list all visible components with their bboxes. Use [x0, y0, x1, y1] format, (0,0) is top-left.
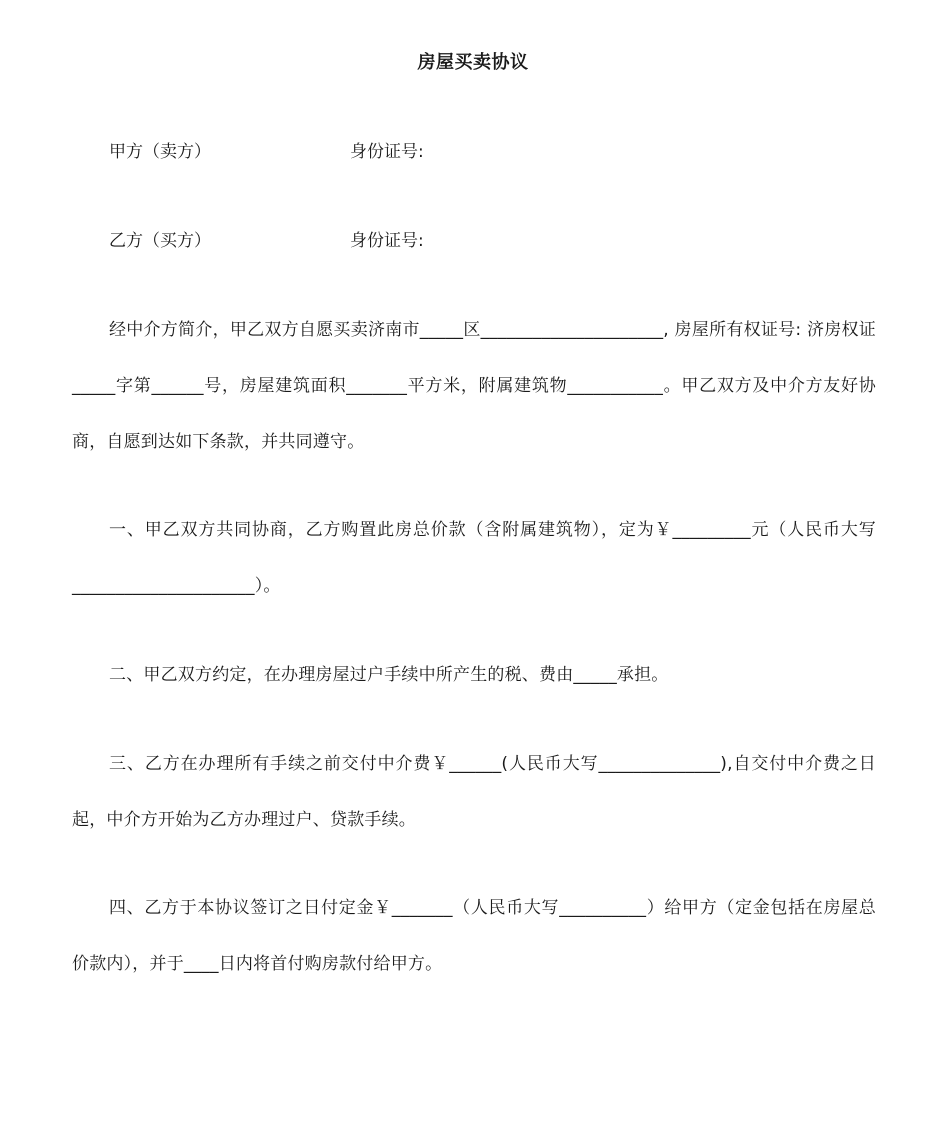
party-b-id-label: 身份证号: — [350, 231, 424, 251]
document-title: 房屋买卖协议 — [417, 52, 529, 73]
paragraph-clause-4: 四、乙方于本协议签订之日付定金￥_______（人民币大写__________）给甲方（定金包括在房屋总价款内），并于____日内将首付购房款付给甲方。 — [72, 898, 876, 974]
paragraph-clause-2: 二、甲乙双方约定，在办理房屋过户手续中所产生的税、费由_____承担。 — [109, 665, 669, 685]
paragraph-intro: 经中介方简介，甲乙双方自愿买卖济南市_____区_____________________, 房屋所有权证号: 济房权证_____字第______号，房屋建筑面积_______平方米，附属建筑物___________。甲乙双方及中介方友好协商，自愿到达如下条款，并共同遵守。 — [72, 320, 876, 452]
paragraph-clause-1: 一、甲乙双方共同协商，乙方购置此房总价款（含附属建筑物），定为￥_________元（人民币大写_____________________）。 — [72, 520, 876, 596]
party-b-line — [109, 230, 424, 252]
party-b-role: 乙方（买方） — [109, 231, 211, 251]
paragraph-clause-3: 三、乙方在办理所有手续之前交付中介费￥______(人民币大写______________),自交付中介费之日起，中介方开始为乙方办理过户、贷款手续。 — [72, 754, 876, 830]
party-a-id-label: 身份证号: — [350, 142, 424, 162]
party-a-line — [109, 141, 424, 163]
party-a-role: 甲方（卖方） — [109, 142, 211, 162]
